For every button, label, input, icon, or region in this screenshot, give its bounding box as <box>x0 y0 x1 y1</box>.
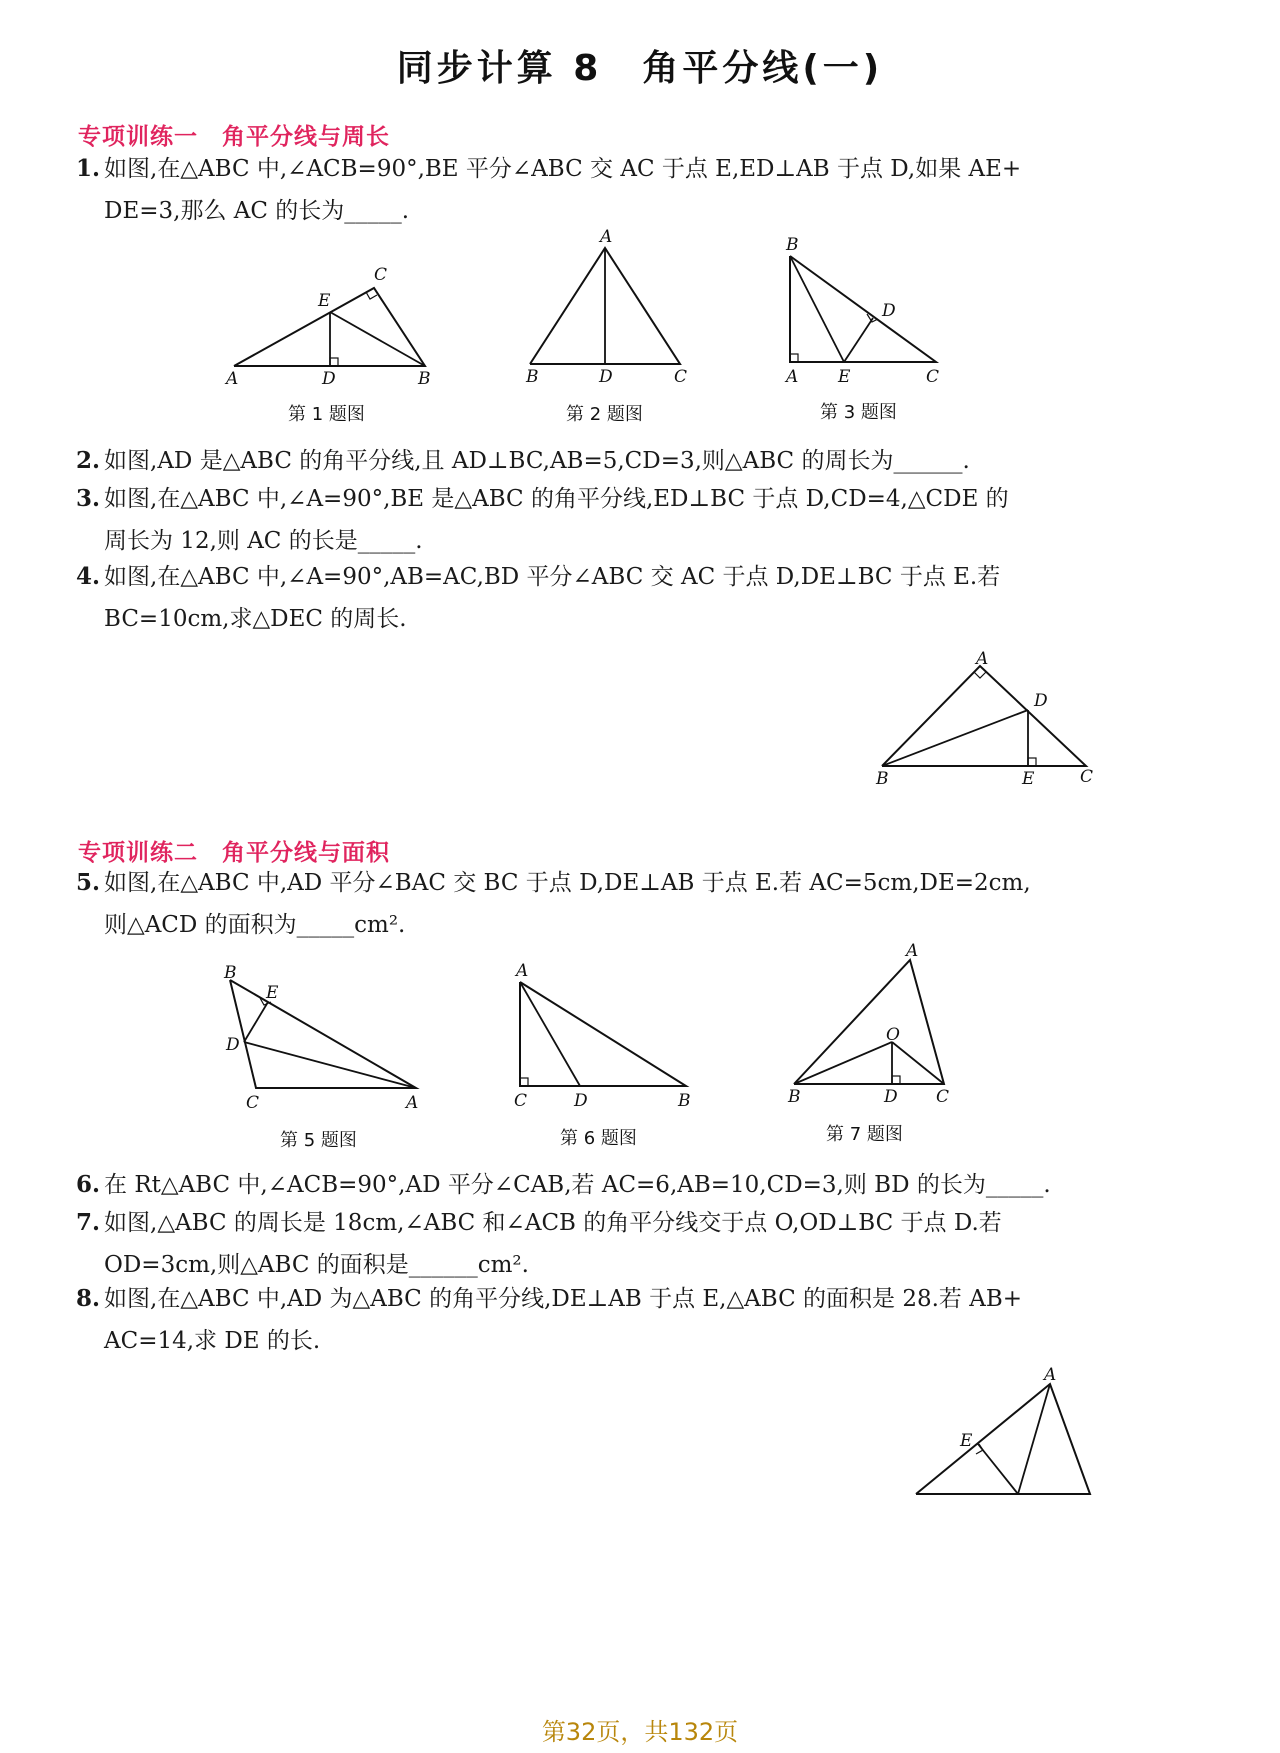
question-text-cont: BC=10cm,求△DEC 的周长. <box>104 606 407 632</box>
question-8 <box>76 1278 1226 1362</box>
question-text-cont: AC=14,求 DE 的长. <box>104 1328 321 1354</box>
question-number: 5. <box>76 869 101 896</box>
question-text: 如图,在△ABC 中,AD 平分∠BAC 交 BC 于点 D,DE⊥AB 于点 E.若 AC=5cm,DE=2cm, <box>104 870 1031 896</box>
question-number: 6. <box>76 1171 101 1198</box>
question-text-cont: DE=3,那么 AC 的长为_____. <box>104 198 410 224</box>
label-C: C <box>246 1093 260 1113</box>
label-C: C <box>514 1091 528 1111</box>
question-number: 8. <box>76 1285 101 1312</box>
label-C: C <box>374 265 388 285</box>
section-heading-2: 专项训练二 角平分线与面积 <box>78 840 390 866</box>
label-B: B <box>786 235 799 255</box>
label-B: B <box>788 1087 801 1107</box>
label-C: C <box>674 367 688 387</box>
label-B: B <box>418 369 431 389</box>
figure-8 <box>906 1366 1106 1510</box>
question-text: 如图,在△ABC 中,∠ACB=90°,BE 平分∠ABC 交 AC 于点 E,ED⊥AB 于点 D,如果 AE+ <box>104 156 1022 182</box>
label-D: D <box>574 1091 588 1111</box>
label-C: C <box>1080 767 1094 787</box>
question-2 <box>76 440 1226 482</box>
question-text: 如图,在△ABC 中,∠A=90°,AB=AC,BD 平分∠ABC 交 AC 于点 D,DE⊥BC 于点 E.若 <box>104 564 1001 590</box>
label-A: A <box>406 1093 419 1113</box>
figure-1-caption: 第 1 题图 <box>288 404 365 425</box>
figure-5-caption: 第 5 题图 <box>280 1130 357 1151</box>
question-5 <box>76 862 1226 946</box>
label-B: B <box>526 367 539 387</box>
question-6 <box>76 1164 1226 1206</box>
figure-2 <box>522 227 702 394</box>
figure-6 <box>510 962 700 1116</box>
section-heading-1: 专项训练一 角平分线与周长 <box>78 124 390 150</box>
label-B: B <box>678 1091 691 1111</box>
label-E: E <box>318 291 331 311</box>
question-text: 如图,AD 是△ABC 的角平分线,且 AD⊥BC,AB=5,CD=3,则△ABC 的周长为______. <box>104 448 970 474</box>
label-E: E <box>266 983 279 1003</box>
label-E: E <box>1022 769 1035 789</box>
label-D: D <box>1034 691 1048 711</box>
label-A: A <box>226 369 239 389</box>
label-A: A <box>1044 1365 1057 1385</box>
question-number: 2. <box>76 447 101 474</box>
label-O: O <box>886 1025 900 1045</box>
figure-3-caption: 第 3 题图 <box>820 402 897 423</box>
question-text-cont: 则△ACD 的面积为_____cm². <box>104 912 406 938</box>
question-number: 3. <box>76 485 101 512</box>
label-A: A <box>906 941 919 961</box>
label-C: C <box>926 367 940 387</box>
question-number: 1. <box>76 155 101 182</box>
label-A: A <box>976 649 989 669</box>
page-footer: 第32页，共132页 <box>541 1718 739 1746</box>
figure-7-caption: 第 7 题图 <box>826 1124 903 1145</box>
question-4 <box>76 556 1226 640</box>
label-D: D <box>599 367 613 387</box>
figure-3 <box>780 236 960 390</box>
question-text-cont: 周长为 12,则 AC 的长是_____. <box>104 528 423 554</box>
question-7 <box>76 1202 1226 1286</box>
label-D: D <box>226 1035 240 1055</box>
question-text: 在 Rt△ABC 中,∠ACB=90°,AD 平分∠CAB,若 AC=6,AB=10,CD=3,则 BD 的长为_____. <box>104 1172 1051 1198</box>
label-E: E <box>838 367 851 387</box>
question-text-cont: OD=3cm,则△ABC 的面积是______cm². <box>104 1252 529 1278</box>
figure-1 <box>220 262 460 396</box>
label-C: C <box>936 1087 950 1107</box>
label-E: E <box>960 1431 973 1451</box>
figure-4 <box>872 650 1102 794</box>
question-text: 如图,△ABC 的周长是 18cm,∠ABC 和∠ACB 的角平分线交于点 O,OD⊥BC 于点 D.若 <box>104 1210 1002 1236</box>
label-A: A <box>786 367 799 387</box>
figure-6-caption: 第 6 题图 <box>560 1128 637 1149</box>
figure-5 <box>220 964 430 1118</box>
question-text: 如图,在△ABC 中,∠A=90°,BE 是△ABC 的角平分线,ED⊥BC 于点 D,CD=4,△CDE 的 <box>104 486 1009 512</box>
question-3 <box>76 478 1226 562</box>
label-B: B <box>224 963 237 983</box>
question-1 <box>76 148 1226 232</box>
label-D: D <box>322 369 336 389</box>
question-text: 如图,在△ABC 中,AD 为△ABC 的角平分线,DE⊥AB 于点 E,△ABC 的面积是 28.若 AB+ <box>104 1286 1022 1312</box>
label-D: D <box>884 1087 898 1107</box>
page-title: 同步计算 8 角平分线(一) <box>396 48 884 89</box>
figure-2-caption: 第 2 题图 <box>566 404 643 425</box>
label-A: A <box>516 961 529 981</box>
question-number: 7. <box>76 1209 101 1236</box>
figure-7 <box>784 940 964 1114</box>
label-D: D <box>882 301 896 321</box>
question-number: 4. <box>76 563 101 590</box>
label-B: B <box>876 769 889 789</box>
label-A: A <box>600 227 613 247</box>
